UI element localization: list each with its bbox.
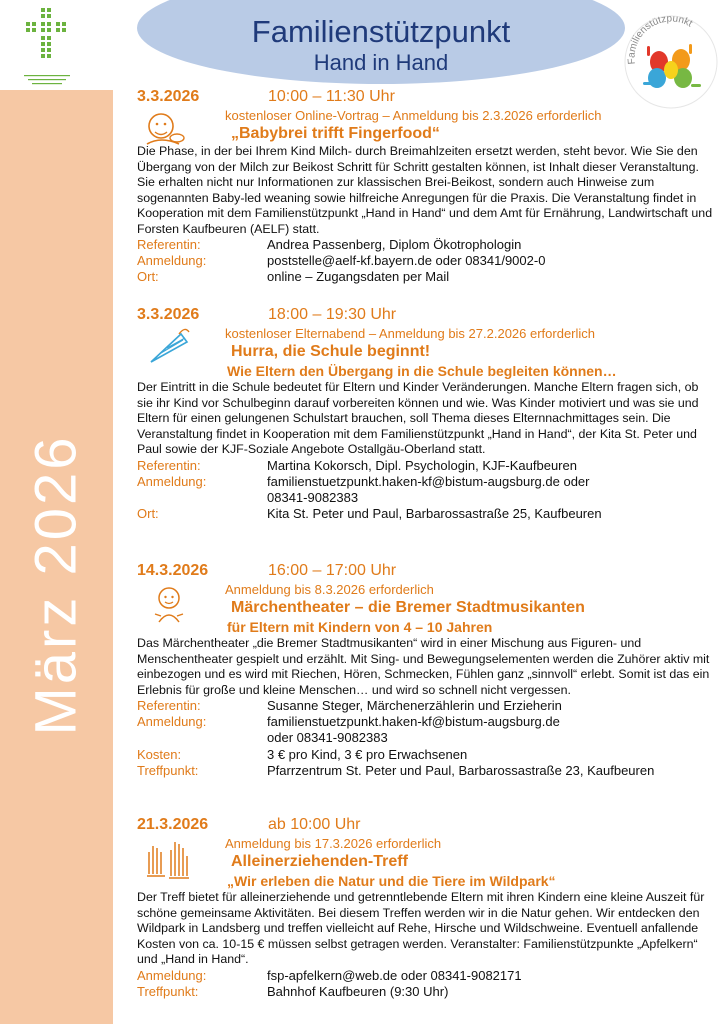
detail-row xyxy=(137,730,717,746)
detail-value: Bahnhof Kaufbeuren (9:30 Uhr) xyxy=(267,983,449,999)
detail-label: Referentin: xyxy=(137,237,201,252)
event-description: Der Treff bietet für alleinerziehende und getrenntlebende Eltern mit ihren Kindern eine kleine Auszeit für schöne gemeinsame Aktivitäten. Bei diesem Treffen werden wir in die Natur gehen. Wir entdecken den Wildpark in Landsberg und treffen vielleicht auf Rehe, Hirsche und Wildschweine. Eventuell anfallende Kosten von ca. 10-15 € müssen selbst getragen werden. Veranstalter: Familienstützpunkte „Apfelkern“ und „Hand in Hand“. xyxy=(137,890,705,966)
event-subtitle: für Eltern mit Kindern von 4 – 10 Jahren xyxy=(227,619,493,635)
spacer xyxy=(137,288,717,306)
detail-value: Martina Kokorsch, Dipl. Psychologin, KJF-Kaufbeuren xyxy=(267,457,577,473)
detail-value: 08341-9082383 xyxy=(267,489,359,505)
event-item xyxy=(137,306,717,544)
event-subtitle: „Wir erleben die Natur und die Tiere im Wildpark“ xyxy=(227,873,556,889)
event-date: 3.3.2026 xyxy=(137,306,200,323)
detail-label: Ort: xyxy=(137,269,159,285)
event-item xyxy=(137,562,717,800)
school-cone-icon xyxy=(141,326,191,370)
detail-value: fsp-apfelkern@web.de oder 08341-9082171 xyxy=(267,967,522,983)
event-title: Alleinerziehenden-Treff xyxy=(231,853,408,870)
page-subtitle: Hand in Hand xyxy=(313,50,449,75)
detail-value: oder 08341-9082383 xyxy=(267,730,388,746)
event-time: ab 10:00 Uhr xyxy=(268,816,361,833)
event-title: „Babybrei trifft Fingerfood“ xyxy=(231,125,440,142)
detail-row xyxy=(137,714,717,730)
detail-value: poststelle@aelf-kf.bayern.de oder 08341/9002-0 xyxy=(267,253,546,269)
detail-value: online – Zugangsdaten per Mail xyxy=(267,269,450,285)
detail-label: Anmeldung: xyxy=(137,473,207,489)
detail-row xyxy=(137,253,717,269)
detail-label: Anmeldung: xyxy=(137,714,207,730)
detail-row xyxy=(137,269,717,285)
page-title: Familienstützpunkt xyxy=(251,14,511,49)
detail-label xyxy=(137,490,267,506)
detail-label: Kosten: xyxy=(137,746,182,762)
detail-value: Kita St. Peter und Paul, Barbarossastraße 25, Kaufbeuren xyxy=(267,506,602,522)
event-description: Das Märchentheater „die Bremer Stadtmusikanten“ wird in einer Mischung aus Figuren- und Menschentheater gespielt und erzählt. Mit Sing- und Bewegungselementen werden die Zuhörer aktiv mit einbezogen und es wird mit Riechen, Hören, Schmecken, Fühlen ganz „sinnvoll“ erlebt. Somit ist das ein Erlebnis für große und kleine Menschen… und wird so schnell nicht vergessen. xyxy=(137,636,710,697)
event-time: 18:00 – 19:30 Uhr xyxy=(268,306,397,323)
event-time: 16:00 – 17:00 Uhr xyxy=(268,562,397,579)
event-note: Anmeldung bis 17.3.2026 erforderlich xyxy=(225,836,442,851)
detail-label: Referentin: xyxy=(137,457,201,473)
detail-row xyxy=(137,237,717,253)
detail-value: Pfarrzentrum St. Peter und Paul, Barbarossastraße 23, Kaufbeuren xyxy=(267,762,655,778)
event-note: kostenloser Online-Vortrag – Anmeldung bis 2.3.2026 erforderlich xyxy=(225,108,602,123)
detail-value: 3 € pro Kind, 3 € pro Erwachsenen xyxy=(267,746,468,762)
event-header xyxy=(137,88,717,108)
detail-value: Andrea Passenberg, Diplom Ökotrophologin xyxy=(267,237,522,252)
event-note: Anmeldung bis 8.3.2026 erforderlich xyxy=(225,582,434,597)
detail-label: Treffpunkt: xyxy=(137,983,199,999)
event-time: 10:00 – 11:30 Uhr xyxy=(268,88,395,105)
month-label: März 2026 xyxy=(23,434,89,736)
detail-value: familienstuetzpunkt.haken-kf@bistum-augsburg.de xyxy=(267,714,560,730)
detail-row xyxy=(137,747,717,763)
event-item xyxy=(137,88,717,288)
detail-value: Susanne Steger, Märchenerzählerin und Erzieherin xyxy=(267,698,562,713)
parish-logo-lettering xyxy=(22,73,72,87)
event-header xyxy=(137,562,717,582)
detail-label: Anmeldung: xyxy=(137,967,207,983)
event-title: Hurra, die Schule beginnt! xyxy=(231,343,431,360)
detail-label: Ort: xyxy=(137,506,159,522)
event-description: Der Eintritt in die Schule bedeutet für Eltern und Kinder Veränderungen. Manche Eltern fragen sich, ob sie ihr Kind vor Schulbeginn darauf vorbereiten können und wie. Was Kinder motiviert und was sie und Eltern für einen gelungenen Schulstart brauchen, soll Thema dieses Elternnachmittages sein. Die Veranstaltung findet in Kooperation mit dem Familienstützpunkt „Hand in Hand“, der Kita St. Peter und Paul sowie der KJF-Soziale Angebote Ostallgäu-Oberland statt. xyxy=(137,380,699,456)
spacer xyxy=(137,800,717,816)
smiling-child-icon xyxy=(147,584,197,628)
detail-row xyxy=(137,458,717,474)
detail-row xyxy=(137,474,717,490)
event-item xyxy=(137,816,717,1000)
detail-value: familienstuetzpunkt.haken-kf@bistum-augsburg.de oder xyxy=(267,473,590,489)
event-title: Märchentheater – die Bremer Stadtmusikanten xyxy=(231,599,585,616)
detail-row xyxy=(137,490,717,506)
hands-icon xyxy=(143,836,193,880)
detail-row xyxy=(137,984,717,1000)
detail-label: Anmeldung: xyxy=(137,253,207,269)
events-list xyxy=(137,88,717,1000)
svg-text:Familienstützpunkt: Familienstützpunkt xyxy=(626,13,695,65)
parish-logo-text xyxy=(22,73,72,88)
event-subtitle: Wie Eltern den Übergang in die Schule begleiten können… xyxy=(227,363,617,379)
detail-row xyxy=(137,968,717,984)
parish-logo xyxy=(22,6,72,84)
detail-row xyxy=(137,763,717,779)
event-date: 14.3.2026 xyxy=(137,562,209,579)
event-header xyxy=(137,816,717,836)
event-header xyxy=(137,306,717,326)
event-description: Die Phase, in der bei Ihrem Kind Milch- durch Breimahlzeiten ersetzt werden, steht bevor. Wie Sie den Übergang von der Milch zur Beikost Schritt für Schritt gestalten können, ist Inhalt dieser Veranstaltung. Sie erhalten nicht nur Informationen zur klassischen Brei-Beikost, sondern auch Hinweise zum sogenannten Baby-led weaning sowie hilfreiche Anregungen für die Praxis. Die Veranstaltung findet in Kooperation mit dem Familienstützpunkt „Hand in Hand“ und dem Amt für Ernährung, Landwirtschaft und Forsten Kaufbeuren (AELF) statt. xyxy=(137,144,713,236)
detail-label xyxy=(137,730,267,746)
detail-label: Treffpunkt: xyxy=(137,762,199,778)
event-note: kostenloser Elternabend – Anmeldung bis 27.2.2026 erforderlich xyxy=(225,326,596,341)
detail-row xyxy=(137,506,717,522)
spacer xyxy=(137,544,717,562)
baby-eating-icon xyxy=(139,108,189,152)
cross-logo-icon xyxy=(22,6,72,68)
event-date: 3.3.2026 xyxy=(137,88,200,105)
detail-label: Referentin: xyxy=(137,698,201,713)
detail-row xyxy=(137,698,717,714)
event-date: 21.3.2026 xyxy=(137,816,209,833)
